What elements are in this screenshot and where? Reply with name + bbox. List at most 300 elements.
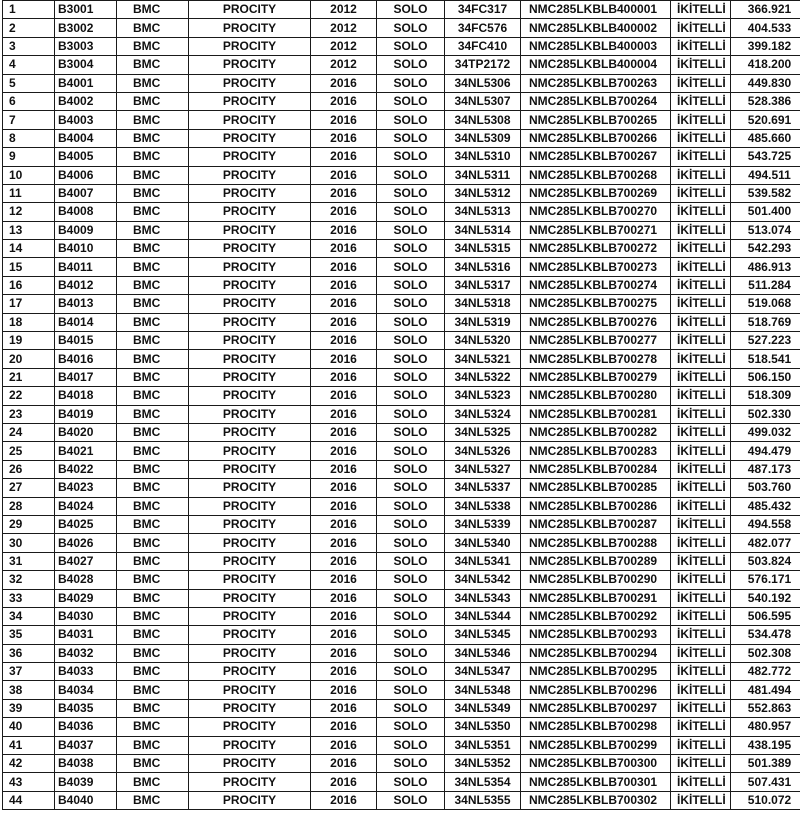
- brand-cell: BMC: [117, 497, 189, 515]
- year-cell: 2016: [311, 589, 377, 607]
- plate-cell: 34NL5337: [445, 479, 521, 497]
- model-cell: PROCITY: [189, 497, 311, 515]
- chassis-number-cell: NMC285LKBLB700290: [521, 571, 671, 589]
- mileage-cell: 494.511: [731, 166, 800, 184]
- brand-cell: BMC: [117, 387, 189, 405]
- model-cell: PROCITY: [189, 589, 311, 607]
- plate-cell: 34NL5314: [445, 221, 521, 239]
- year-cell: 2016: [311, 368, 377, 386]
- brand-cell: BMC: [117, 166, 189, 184]
- row-number-cell: 16: [3, 276, 55, 294]
- model-cell: PROCITY: [189, 1, 311, 19]
- chassis-number-cell: NMC285LKBLB700299: [521, 736, 671, 754]
- year-cell: 2016: [311, 350, 377, 368]
- year-cell: 2016: [311, 644, 377, 662]
- table-row: [3, 460, 800, 478]
- plate-cell: 34NL5322: [445, 368, 521, 386]
- garage-cell: İKİTELLİ: [671, 460, 731, 478]
- brand-cell: BMC: [117, 460, 189, 478]
- model-cell: PROCITY: [189, 773, 311, 791]
- chassis-number-cell: NMC285LKBLB700296: [521, 681, 671, 699]
- year-cell: 2016: [311, 755, 377, 773]
- brand-cell: BMC: [117, 313, 189, 331]
- row-number-cell: 5: [3, 74, 55, 92]
- vehicle-code-cell: B4023: [55, 479, 117, 497]
- plate-cell: 34NL5326: [445, 442, 521, 460]
- table-row: [3, 203, 800, 221]
- mileage-cell: 485.432: [731, 497, 800, 515]
- model-cell: PROCITY: [189, 313, 311, 331]
- chassis-number-cell: NMC285LKBLB700264: [521, 92, 671, 110]
- year-cell: 2016: [311, 479, 377, 497]
- mileage-cell: 366.921: [731, 1, 800, 19]
- row-number-cell: 44: [3, 791, 55, 809]
- table-row: [3, 534, 800, 552]
- chassis-number-cell: NMC285LKBLB700291: [521, 589, 671, 607]
- table-row: [3, 276, 800, 294]
- model-cell: PROCITY: [189, 332, 311, 350]
- brand-cell: BMC: [117, 644, 189, 662]
- mileage-cell: 503.760: [731, 479, 800, 497]
- garage-cell: İKİTELLİ: [671, 736, 731, 754]
- table-row: [3, 313, 800, 331]
- garage-cell: İKİTELLİ: [671, 773, 731, 791]
- row-number-cell: 26: [3, 460, 55, 478]
- vehicle-code-cell: B4030: [55, 607, 117, 625]
- type-cell: SOLO: [377, 221, 445, 239]
- row-number-cell: 39: [3, 699, 55, 717]
- table-row: [3, 442, 800, 460]
- vehicle-code-cell: B4035: [55, 699, 117, 717]
- vehicle-code-cell: B4039: [55, 773, 117, 791]
- brand-cell: BMC: [117, 534, 189, 552]
- plate-cell: 34NL5346: [445, 644, 521, 662]
- row-number-cell: 33: [3, 589, 55, 607]
- type-cell: SOLO: [377, 129, 445, 147]
- mileage-cell: 534.478: [731, 626, 800, 644]
- type-cell: SOLO: [377, 718, 445, 736]
- table-row: [3, 663, 800, 681]
- brand-cell: BMC: [117, 37, 189, 55]
- brand-cell: BMC: [117, 755, 189, 773]
- type-cell: SOLO: [377, 332, 445, 350]
- garage-cell: İKİTELLİ: [671, 258, 731, 276]
- plate-cell: 34FC410: [445, 37, 521, 55]
- brand-cell: BMC: [117, 74, 189, 92]
- chassis-number-cell: NMC285LKBLB700288: [521, 534, 671, 552]
- vehicle-code-cell: B4020: [55, 423, 117, 441]
- plate-cell: 34NL5342: [445, 571, 521, 589]
- garage-cell: İKİTELLİ: [671, 791, 731, 809]
- mileage-cell: 399.182: [731, 37, 800, 55]
- type-cell: SOLO: [377, 791, 445, 809]
- type-cell: SOLO: [377, 74, 445, 92]
- vehicle-code-cell: B4001: [55, 74, 117, 92]
- chassis-number-cell: NMC285LKBLB700266: [521, 129, 671, 147]
- plate-cell: 34NL5309: [445, 129, 521, 147]
- table-row: [3, 1, 800, 19]
- vehicle-code-cell: B4002: [55, 92, 117, 110]
- plate-cell: 34NL5315: [445, 240, 521, 258]
- plate-cell: 34NL5311: [445, 166, 521, 184]
- table-row: [3, 92, 800, 110]
- year-cell: 2016: [311, 699, 377, 717]
- garage-cell: İKİTELLİ: [671, 755, 731, 773]
- mileage-cell: 494.479: [731, 442, 800, 460]
- chassis-number-cell: NMC285LKBLB400002: [521, 19, 671, 37]
- vehicle-code-cell: B4016: [55, 350, 117, 368]
- type-cell: SOLO: [377, 92, 445, 110]
- model-cell: PROCITY: [189, 148, 311, 166]
- chassis-number-cell: NMC285LKBLB700301: [521, 773, 671, 791]
- row-number-cell: 21: [3, 368, 55, 386]
- mileage-cell: 438.195: [731, 736, 800, 754]
- row-number-cell: 30: [3, 534, 55, 552]
- row-number-cell: 10: [3, 166, 55, 184]
- row-number-cell: 2: [3, 19, 55, 37]
- plate-cell: 34NL5352: [445, 755, 521, 773]
- brand-cell: BMC: [117, 184, 189, 202]
- brand-cell: BMC: [117, 571, 189, 589]
- model-cell: PROCITY: [189, 515, 311, 533]
- year-cell: 2016: [311, 626, 377, 644]
- table-row: [3, 332, 800, 350]
- mileage-cell: 503.824: [731, 552, 800, 570]
- model-cell: PROCITY: [189, 184, 311, 202]
- mileage-cell: 506.595: [731, 607, 800, 625]
- vehicle-code-cell: B4034: [55, 681, 117, 699]
- chassis-number-cell: NMC285LKBLB700282: [521, 423, 671, 441]
- mileage-cell: 518.541: [731, 350, 800, 368]
- vehicle-code-cell: B4037: [55, 736, 117, 754]
- brand-cell: BMC: [117, 423, 189, 441]
- table-row: [3, 350, 800, 368]
- mileage-cell: 501.400: [731, 203, 800, 221]
- plate-cell: 34NL5338: [445, 497, 521, 515]
- vehicle-code-cell: B4010: [55, 240, 117, 258]
- garage-cell: İKİTELLİ: [671, 607, 731, 625]
- row-number-cell: 6: [3, 92, 55, 110]
- garage-cell: İKİTELLİ: [671, 644, 731, 662]
- model-cell: PROCITY: [189, 423, 311, 441]
- model-cell: PROCITY: [189, 479, 311, 497]
- type-cell: SOLO: [377, 368, 445, 386]
- brand-cell: BMC: [117, 663, 189, 681]
- vehicle-code-cell: B4029: [55, 589, 117, 607]
- vehicle-code-cell: B4022: [55, 460, 117, 478]
- row-number-cell: 11: [3, 184, 55, 202]
- row-number-cell: 1: [3, 1, 55, 19]
- model-cell: PROCITY: [189, 644, 311, 662]
- brand-cell: BMC: [117, 479, 189, 497]
- chassis-number-cell: NMC285LKBLB700265: [521, 111, 671, 129]
- chassis-number-cell: NMC285LKBLB700283: [521, 442, 671, 460]
- vehicle-table-body: [3, 1, 800, 810]
- type-cell: SOLO: [377, 497, 445, 515]
- brand-cell: BMC: [117, 442, 189, 460]
- table-row: [3, 111, 800, 129]
- chassis-number-cell: NMC285LKBLB700285: [521, 479, 671, 497]
- type-cell: SOLO: [377, 644, 445, 662]
- vehicle-table-sheet: [2, 0, 792, 810]
- vehicle-code-cell: B4021: [55, 442, 117, 460]
- mileage-cell: 499.032: [731, 423, 800, 441]
- vehicle-code-cell: B4014: [55, 313, 117, 331]
- mileage-cell: 494.558: [731, 515, 800, 533]
- type-cell: SOLO: [377, 534, 445, 552]
- plate-cell: 34NL5313: [445, 203, 521, 221]
- year-cell: 2012: [311, 1, 377, 19]
- row-number-cell: 29: [3, 515, 55, 533]
- type-cell: SOLO: [377, 626, 445, 644]
- chassis-number-cell: NMC285LKBLB400001: [521, 1, 671, 19]
- year-cell: 2016: [311, 552, 377, 570]
- garage-cell: İKİTELLİ: [671, 184, 731, 202]
- year-cell: 2016: [311, 203, 377, 221]
- vehicle-code-cell: B4036: [55, 718, 117, 736]
- table-row: [3, 791, 800, 809]
- row-number-cell: 8: [3, 129, 55, 147]
- vehicle-code-cell: B4033: [55, 663, 117, 681]
- type-cell: SOLO: [377, 258, 445, 276]
- plate-cell: 34NL5307: [445, 92, 521, 110]
- garage-cell: İKİTELLİ: [671, 56, 731, 74]
- type-cell: SOLO: [377, 295, 445, 313]
- chassis-number-cell: NMC285LKBLB700287: [521, 515, 671, 533]
- chassis-number-cell: NMC285LKBLB700271: [521, 221, 671, 239]
- vehicle-code-cell: B4019: [55, 405, 117, 423]
- year-cell: 2016: [311, 571, 377, 589]
- garage-cell: İKİTELLİ: [671, 203, 731, 221]
- brand-cell: BMC: [117, 56, 189, 74]
- table-row: [3, 515, 800, 533]
- table-row: [3, 626, 800, 644]
- mileage-cell: 418.200: [731, 56, 800, 74]
- mileage-cell: 543.725: [731, 148, 800, 166]
- model-cell: PROCITY: [189, 405, 311, 423]
- year-cell: 2016: [311, 111, 377, 129]
- model-cell: PROCITY: [189, 258, 311, 276]
- type-cell: SOLO: [377, 350, 445, 368]
- garage-cell: İKİTELLİ: [671, 111, 731, 129]
- brand-cell: BMC: [117, 681, 189, 699]
- garage-cell: İKİTELLİ: [671, 515, 731, 533]
- chassis-number-cell: NMC285LKBLB700275: [521, 295, 671, 313]
- brand-cell: BMC: [117, 405, 189, 423]
- garage-cell: İKİTELLİ: [671, 479, 731, 497]
- type-cell: SOLO: [377, 423, 445, 441]
- brand-cell: BMC: [117, 791, 189, 809]
- table-row: [3, 405, 800, 423]
- mileage-cell: 520.691: [731, 111, 800, 129]
- type-cell: SOLO: [377, 37, 445, 55]
- row-number-cell: 38: [3, 681, 55, 699]
- mileage-cell: 519.068: [731, 295, 800, 313]
- mileage-cell: 511.284: [731, 276, 800, 294]
- table-row: [3, 166, 800, 184]
- year-cell: 2016: [311, 92, 377, 110]
- mileage-cell: 482.772: [731, 663, 800, 681]
- brand-cell: BMC: [117, 1, 189, 19]
- brand-cell: BMC: [117, 699, 189, 717]
- mileage-cell: 502.308: [731, 644, 800, 662]
- garage-cell: İKİTELLİ: [671, 405, 731, 423]
- vehicle-code-cell: B4027: [55, 552, 117, 570]
- type-cell: SOLO: [377, 405, 445, 423]
- type-cell: SOLO: [377, 148, 445, 166]
- year-cell: 2016: [311, 166, 377, 184]
- mileage-cell: 485.660: [731, 129, 800, 147]
- brand-cell: BMC: [117, 19, 189, 37]
- mileage-cell: 540.192: [731, 589, 800, 607]
- year-cell: 2016: [311, 258, 377, 276]
- row-number-cell: 27: [3, 479, 55, 497]
- table-row: [3, 148, 800, 166]
- brand-cell: BMC: [117, 240, 189, 258]
- table-row: [3, 129, 800, 147]
- row-number-cell: 3: [3, 37, 55, 55]
- chassis-number-cell: NMC285LKBLB700277: [521, 332, 671, 350]
- type-cell: SOLO: [377, 19, 445, 37]
- chassis-number-cell: NMC285LKBLB700270: [521, 203, 671, 221]
- mileage-cell: 404.533: [731, 19, 800, 37]
- garage-cell: İKİTELLİ: [671, 497, 731, 515]
- type-cell: SOLO: [377, 755, 445, 773]
- year-cell: 2016: [311, 148, 377, 166]
- type-cell: SOLO: [377, 1, 445, 19]
- garage-cell: İKİTELLİ: [671, 718, 731, 736]
- vehicle-code-cell: B4009: [55, 221, 117, 239]
- garage-cell: İKİTELLİ: [671, 332, 731, 350]
- plate-cell: 34NL5320: [445, 332, 521, 350]
- plate-cell: 34NL5344: [445, 607, 521, 625]
- type-cell: SOLO: [377, 571, 445, 589]
- chassis-number-cell: NMC285LKBLB700292: [521, 607, 671, 625]
- chassis-number-cell: NMC285LKBLB700267: [521, 148, 671, 166]
- row-number-cell: 22: [3, 387, 55, 405]
- vehicle-code-cell: B4038: [55, 755, 117, 773]
- year-cell: 2016: [311, 276, 377, 294]
- row-number-cell: 18: [3, 313, 55, 331]
- brand-cell: BMC: [117, 552, 189, 570]
- vehicle-code-cell: B3003: [55, 37, 117, 55]
- mileage-cell: 576.171: [731, 571, 800, 589]
- plate-cell: 34FC317: [445, 1, 521, 19]
- plate-cell: 34NL5323: [445, 387, 521, 405]
- row-number-cell: 25: [3, 442, 55, 460]
- vehicle-code-cell: B4003: [55, 111, 117, 129]
- model-cell: PROCITY: [189, 663, 311, 681]
- vehicle-code-cell: B4032: [55, 644, 117, 662]
- table-row: [3, 423, 800, 441]
- table-row: [3, 755, 800, 773]
- row-number-cell: 35: [3, 626, 55, 644]
- model-cell: PROCITY: [189, 37, 311, 55]
- plate-cell: 34NL5317: [445, 276, 521, 294]
- table-row: [3, 37, 800, 55]
- table-row: [3, 74, 800, 92]
- year-cell: 2016: [311, 313, 377, 331]
- brand-cell: BMC: [117, 129, 189, 147]
- plate-cell: 34NL5343: [445, 589, 521, 607]
- vehicle-code-cell: B4011: [55, 258, 117, 276]
- chassis-number-cell: NMC285LKBLB700284: [521, 460, 671, 478]
- model-cell: PROCITY: [189, 718, 311, 736]
- model-cell: PROCITY: [189, 221, 311, 239]
- row-number-cell: 9: [3, 148, 55, 166]
- mileage-cell: 449.830: [731, 74, 800, 92]
- year-cell: 2016: [311, 295, 377, 313]
- brand-cell: BMC: [117, 221, 189, 239]
- table-row: [3, 295, 800, 313]
- chassis-number-cell: NMC285LKBLB700295: [521, 663, 671, 681]
- mileage-cell: 506.150: [731, 368, 800, 386]
- mileage-cell: 487.173: [731, 460, 800, 478]
- vehicle-code-cell: B4031: [55, 626, 117, 644]
- garage-cell: İKİTELLİ: [671, 626, 731, 644]
- type-cell: SOLO: [377, 552, 445, 570]
- type-cell: SOLO: [377, 663, 445, 681]
- chassis-number-cell: NMC285LKBLB700293: [521, 626, 671, 644]
- brand-cell: BMC: [117, 368, 189, 386]
- vehicle-code-cell: B4005: [55, 148, 117, 166]
- type-cell: SOLO: [377, 111, 445, 129]
- chassis-number-cell: NMC285LKBLB700276: [521, 313, 671, 331]
- brand-cell: BMC: [117, 111, 189, 129]
- mileage-cell: 482.077: [731, 534, 800, 552]
- row-number-cell: 28: [3, 497, 55, 515]
- vehicle-code-cell: B4018: [55, 387, 117, 405]
- table-row: [3, 221, 800, 239]
- year-cell: 2016: [311, 240, 377, 258]
- plate-cell: 34NL5316: [445, 258, 521, 276]
- garage-cell: İKİTELLİ: [671, 423, 731, 441]
- row-number-cell: 23: [3, 405, 55, 423]
- year-cell: 2016: [311, 736, 377, 754]
- mileage-cell: 527.223: [731, 332, 800, 350]
- garage-cell: İKİTELLİ: [671, 313, 731, 331]
- table-row: [3, 184, 800, 202]
- garage-cell: İKİTELLİ: [671, 368, 731, 386]
- table-row: [3, 699, 800, 717]
- plate-cell: 34NL5341: [445, 552, 521, 570]
- chassis-number-cell: NMC285LKBLB700269: [521, 184, 671, 202]
- mileage-cell: 539.582: [731, 184, 800, 202]
- year-cell: 2016: [311, 534, 377, 552]
- vehicle-code-cell: B4040: [55, 791, 117, 809]
- garage-cell: İKİTELLİ: [671, 350, 731, 368]
- chassis-number-cell: NMC285LKBLB400003: [521, 37, 671, 55]
- table-row: [3, 479, 800, 497]
- vehicle-code-cell: B4012: [55, 276, 117, 294]
- brand-cell: BMC: [117, 736, 189, 754]
- year-cell: 2012: [311, 56, 377, 74]
- row-number-cell: 20: [3, 350, 55, 368]
- chassis-number-cell: NMC285LKBLB700300: [521, 755, 671, 773]
- type-cell: SOLO: [377, 607, 445, 625]
- model-cell: PROCITY: [189, 699, 311, 717]
- chassis-number-cell: NMC285LKBLB700268: [521, 166, 671, 184]
- year-cell: 2016: [311, 607, 377, 625]
- year-cell: 2016: [311, 332, 377, 350]
- vehicle-code-cell: B3001: [55, 1, 117, 19]
- garage-cell: İKİTELLİ: [671, 166, 731, 184]
- mileage-cell: 542.293: [731, 240, 800, 258]
- chassis-number-cell: NMC285LKBLB700280: [521, 387, 671, 405]
- year-cell: 2016: [311, 221, 377, 239]
- plate-cell: 34NL5327: [445, 460, 521, 478]
- table-row: [3, 240, 800, 258]
